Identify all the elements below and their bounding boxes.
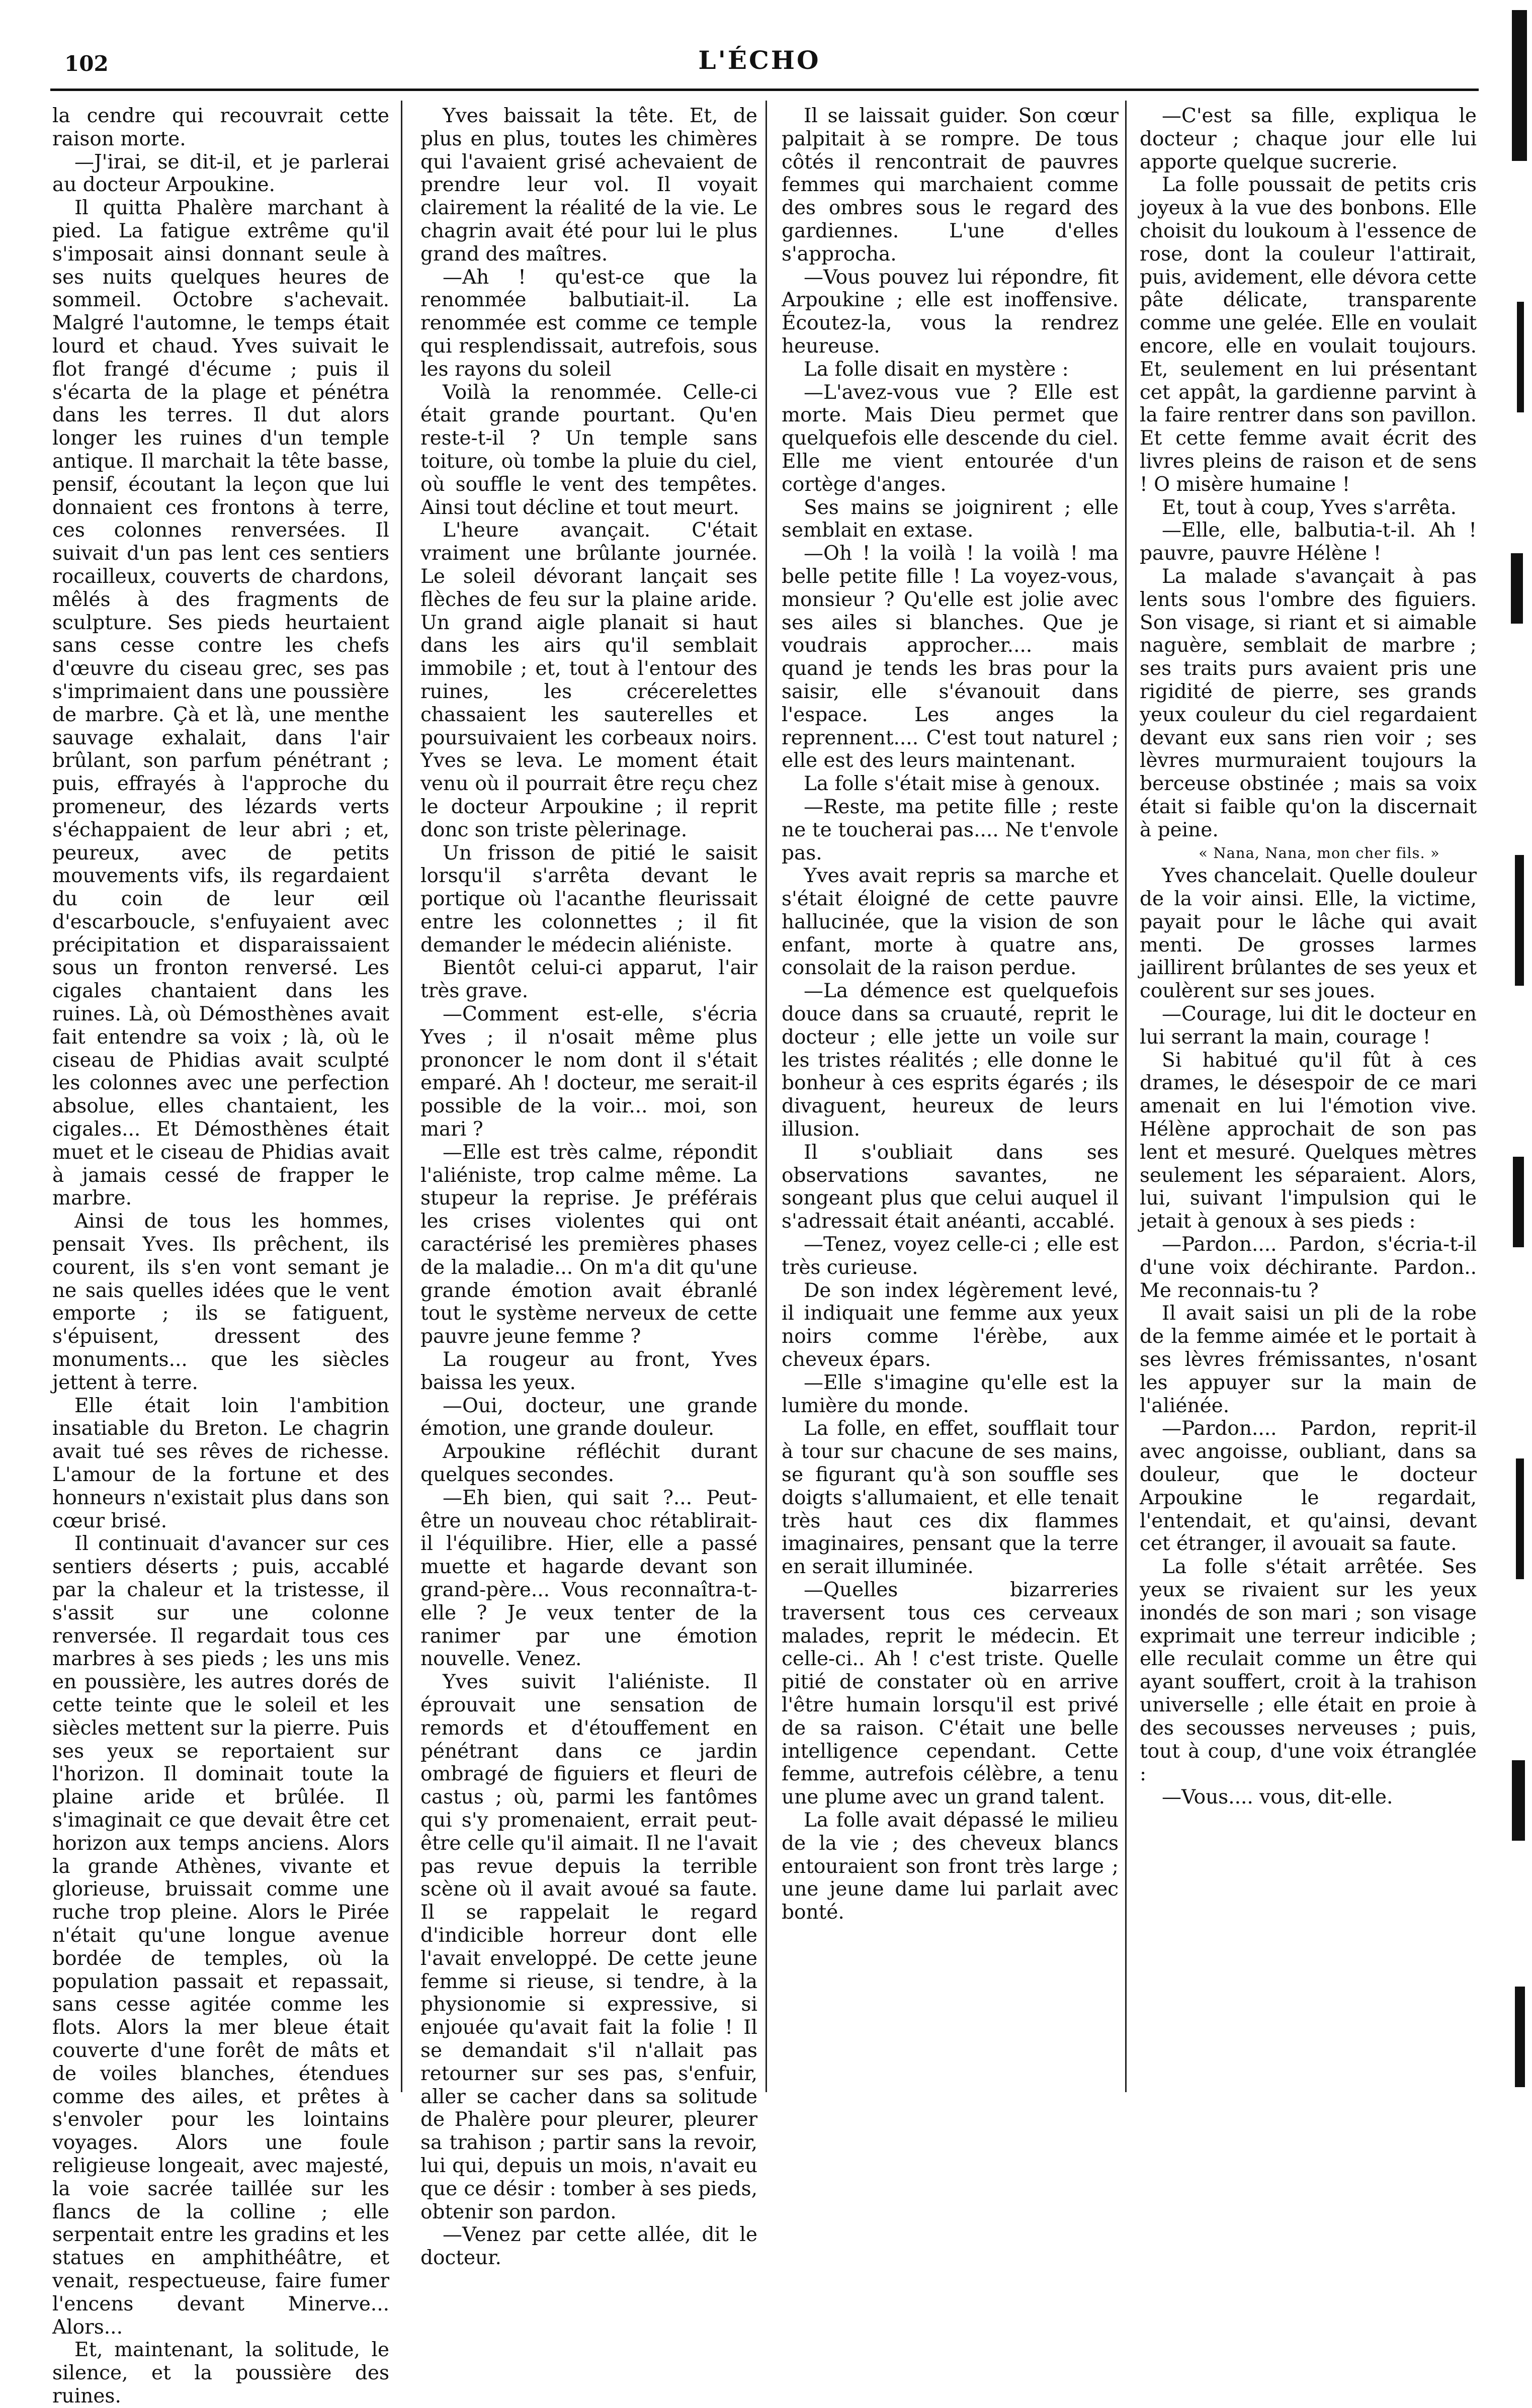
text-column-3	[782, 105, 1119, 1924]
paragraph: Arpoukine réfléchit durant quelques secondes.	[420, 1440, 757, 1487]
paragraph: —L'avez-vous vue ? Elle est morte. Mais Dieu permet que quelquefois elle descende du ciel. Elle me vient entourée d'un cortège d'anges.	[782, 381, 1119, 496]
paragraph: —Pardon.... Pardon, reprit-il avec angoisse, oubliant, dans sa douleur, que le docteur Arpoukine le regardait, l'entendait, et qu'ainsi, devant cet étranger, il avouait sa faute.	[1140, 1417, 1477, 1556]
paragraph: la cendre qui recouvrait cette raison morte.	[52, 105, 389, 150]
paragraph: Voilà la renommée. Celle-ci était grande pourtant. Qu'en reste-t-il ? Un temple sans toiture, où tombe la pluie du ciel, où souffle le vent des tempêtes. Ainsi tout décline et tout meurt.	[420, 381, 757, 519]
paragraph: Ainsi de tous les hommes, pensait Yves. Ils prêchent, ils courent, ils s'en vont semant je ne sais quelles idées que le vent emporte ; ils se fatiguent, s'épuisent, dressent des monuments... que les siècles jettent à terre.	[52, 1210, 389, 1394]
paragraph: —Ah ! qu'est-ce que la renommée balbutiait-il. La renommée est comme ce temple qui resplendissait, autrefois, sous les rayons du soleil	[420, 266, 757, 381]
paragraph: Et, maintenant, la solitude, le silence, et la poussière des ruines.	[52, 2339, 389, 2407]
paragraph: —Oui, docteur, une grande émotion, une grande douleur.	[420, 1394, 757, 1440]
column-divider	[401, 101, 402, 2092]
paragraph: —La démence est quelquefois douce dans sa cruauté, reprit le docteur ; elle jette un voile sur les tristes réalités ; elle donne le bonheur à ces esprits égarés ; ils divaguent, heureux de leurs illusion.	[782, 980, 1119, 1141]
paragraph: Si habitué qu'il fût à ces drames, le désespoir de ce mari amenait en lui l'émotion vive. Hélène approchait de son pas lent et mesuré. Quelques mètres seulement les séparaient. Alors, lui, suivant l'impulsion qui le jetait à genoux à ses pieds :	[1140, 1049, 1477, 1233]
paragraph: La folle avait dépassé le milieu de la vie ; des cheveux blancs entouraient son front très large ; une jeune dame lui parlait avec bonté.	[782, 1809, 1119, 1924]
paragraph: Un frisson de pitié le saisit lorsqu'il s'arrêta devant le portique où l'acanthe fleurissait entre les colonnettes ; il fit demander le médecin aliéniste.	[420, 841, 757, 957]
paragraph: La folle poussait de petits cris joyeux à la vue des bonbons. Elle choisit du loukoum à l'essence de rose, dont la couleur l'attirait, puis, avidement, elle dévora cette pâte délicate, transparente comme une gelée. Elle en voulait encore, elle en voulait toujours. Et, seulement en lui présentant cet appât, la gardienne parvint à la faire rentrer dans son pavillon. Et cette femme avait écrit des livres pleins de raison et de sens ! O misère humaine !	[1140, 174, 1477, 496]
paragraph: —Oh ! la voilà ! la voilà ! ma belle petite fille ! La voyez-vous, monsieur ? Qu'elle est jolie avec ses ailes si blanches. Que je voudrais approcher.... mais quand je tends les bras pour la saisir, elle s'évanouit dans l'espace. Les anges la reprennent.... C'est tout naturel ; elle est des leurs maintenant.	[782, 542, 1119, 772]
paragraph: —Courage, lui dit le docteur en lui serrant la main, courage !	[1140, 1003, 1477, 1049]
column-divider	[765, 101, 767, 2092]
paragraph: —Eh bien, qui sait ?... Peut-être un nouveau choc rétablirait-il l'équilibre. Hier, elle a passé muette et hagarde devant son grand-père... Vous reconnaîtra-t-elle ? Je veux tenter de la ranimer par une émotion nouvelle. Venez.	[420, 1486, 757, 1671]
paragraph: —Quelles bizarreries traversent tous ces cerveaux malades, reprit le médecin. Et celle-ci.. Ah ! c'est triste. Quelle pitié de constater où en arrive l'être humain lorsqu'il est privé de sa raison. C'était une belle intelligence cependant. Cette femme, autrefois célèbre, a tenu une plume avec un grand talent.	[782, 1579, 1119, 1809]
paragraph: —Venez par cette allée, dit le docteur.	[420, 2223, 757, 2270]
page-header	[55, 42, 1464, 77]
paragraph: —C'est sa fille, expliqua le docteur ; chaque jour elle lui apporte quelque sucrerie.	[1140, 105, 1477, 174]
paragraph: Il se laissait guider. Son cœur palpitait à se rompre. De tous côtés il rencontrait de pauvres femmes qui marchaient comme des ombres sous le regard des gardiennes. L'une d'elles s'approcha.	[782, 105, 1119, 266]
paragraph: La rougeur au front, Yves baissa les yeux.	[420, 1348, 757, 1394]
paragraph: La folle, en effet, soufflait tour à tour sur chacune de ses mains, se figurant qu'à son souffle ses doigts s'allumaient, et elle tenait très haut ces dix flammes imaginaires, pensant que la terre en serait illuminée.	[782, 1417, 1119, 1579]
paragraph: Il avait saisi un pli de la robe de la femme aimée et le portait à ses lèvres frémissantes, n'osant les appuyer sur la main de l'aliénée.	[1140, 1302, 1477, 1417]
header-rule	[50, 89, 1479, 91]
paragraph: —J'irai, se dit-il, et je parlerai au docteur Arpoukine.	[52, 150, 389, 197]
paragraph: Il s'oubliait dans ses observations savantes, ne songeant plus que celui auquel il s'adressait était anéanti, accablé.	[782, 1141, 1119, 1233]
text-column-1	[52, 105, 389, 2408]
paragraph: La malade s'avançait à pas lents sous l'ombre des figuiers. Son visage, si riant et si aimable naguère, semblait de marbre ; ses traits purs avaient pris une rigidité de pierre, ses grands yeux couleur du ciel regardaient devant eux sans rien voir ; ses lèvres murmuraient toujours la berceuse obstinée ; mais sa voix était si faible qu'on la discernait à peine.	[1140, 565, 1477, 841]
paragraph: —Elle est très calme, répondit l'aliéniste, trop calme même. La stupeur la reprise. Je préférais les crises violentes qui ont caractérisé les premières phases de la maladie... On m'a dit qu'une grande émotion avait ébranlé tout le système nerveux de cette pauvre jeune femme ?	[420, 1141, 757, 1348]
paragraph: Yves avait repris sa marche et s'était éloigné de cette pauvre hallucinée, que la vision de son enfant, morte à quatre ans, consolait de la raison perdue.	[782, 865, 1119, 980]
column-divider	[1125, 101, 1127, 2092]
paragraph: —Comment est-elle, s'écria Yves ; il n'osait même plus prononcer le nom dont il s'était emparé. Ah ! docteur, me serait-il possible de la voir... moi, son mari ?	[420, 1003, 757, 1141]
paragraph: La folle s'était arrêtée. Ses yeux se rivaient sur les yeux inondés de son mari ; son visage exprimait une terreur indicible ; elle reculait comme un être qui ayant souffert, croit à la trahison universelle ; elle était en proie à des secousses nerveuses ; puis, tout à coup, d'une voix étranglée :	[1140, 1556, 1477, 1786]
text-column-2	[420, 105, 757, 2270]
paragraph: Yves baissait la tête. Et, de plus en plus, toutes les chimères qui l'avaient grisé achevaient de prendre leur vol. Il voyait clairement la réalité de la vie. Le chagrin avait été pour lui le plus grand des maîtres.	[420, 105, 757, 266]
paragraph: Yves chancelait. Quelle douleur de la voir ainsi. Elle, la victime, payait pour le lâche qui avait menti. De grosses larmes jaillirent brûlantes de ses yeux et coulèrent sur ses joues.	[1140, 865, 1477, 1003]
paragraph: Il quitta Phalère marchant à pied. La fatigue extrême qu'il s'imposait ainsi donnant seule à ses nuits quelques heures de sommeil. Octobre s'achevait. Malgré l'automne, le temps était lourd et chaud. Yves suivait le flot frangé d'écume ; puis il s'écarta de la plage et pénétra dans les terres. Il dut alors longer les ruines d'un temple antique. Il marchait la tête basse, pensif, écoutant la leçon que lui donnaient ces frontons à terre, ces colonnes renversées. Il suivait d'un pas lent ces sentiers rocailleux, couverts de chardons, mêlés à des fragments de sculpture. Ses pieds heurtaient sans cesse contre les chefs d'œuvre du ciseau grec, ses pas s'imprimaient dans une poussière de marbre. Çà et là, une menthe sauvage exhalait, dans l'air brûlant, son parfum pénétrant ; puis, effrayés à l'approche du promeneur, des lézards verts s'échappaient de leur abri ; et, peureux, avec de petits mouvements vifs, ils regardaient du coin de leur œil d'escarboucle, s'enfuyaient avec précipitation et disparaissaient sous un fronton renversé. Les cigales chantaient dans les ruines. Là, où Démosthènes avait fait entendre sa voix ; là, où le ciseau de Phidias avait sculpté les colonnes avec une perfection absolue, elles chantaient, les cigales... Et Démosthènes était muet et le ciseau de Phidias avait à jamais cessé de frapper le marbre.	[52, 197, 389, 1210]
paragraph: Yves suivit l'aliéniste. Il éprouvait une sensation de remords et d'étouffement en pénétrant dans ce jardin ombragé de figuiers et fleuri de castus ; où, parmi les fantômes qui s'y promenaient, errait peut-être celle qu'il aimait. Il ne l'avait pas revue depuis la terrible scène où il avait avoué sa faute. Il se rappelait le regard d'indicible horreur dont elle l'avait enveloppé. De cette jeune femme si rieuse, si tendre, à la physionomie si expressive, si enjouée qu'avait fait la folie ! Il se demandait s'il n'allait pas retourner sur ses pas, s'enfuir, aller se cacher dans sa solitude de Phalère pour pleurer, pleurer sa trahison ; partir sans la revoir, lui qui, depuis un mois, n'avait eu que ce désir : tomber à ses pieds, obtenir son pardon.	[420, 1671, 757, 2223]
paragraph: —Pardon.... Pardon, s'écria-t-il d'une voix déchirante. Pardon.. Me reconnais-tu ?	[1140, 1233, 1477, 1302]
paragraph: Il continuait d'avancer sur ces sentiers déserts ; puis, accablé par la chaleur et la tristesse, il s'assit sur une colonne renversée. Il regardait tous ces marbres à ses pieds ; les uns mis en poussière, les autres dorés de cette teinte que le soleil et les siècles mettent sur la pierre. Puis ses yeux se reportaient sur l'horizon. Il dominait toute la plaine aride et brûlée. Il s'imaginait ce que devait être cet horizon aux temps anciens. Alors la grande Athènes, vivante et glorieuse, bruissait comme une ruche trop pleine. Alors le Pirée n'était qu'une longue avenue bordée de temples, où la population passait et repassait, sans cesse agitée comme les flots. Alors la mer bleue était couverte d'une forêt de mâts et de voiles blanches, étendues comme des ailes, et prêtes à s'envoler pour les lointains voyages. Alors une foule religieuse longeait, avec majesté, la voie sacrée taillée sur les flancs de la colline ; elle serpentait entre les gradins et les statues en amphithéâtre, et venait, respectueuse, faire fumer l'encens devant Minerve... Alors...	[52, 1532, 389, 2339]
page-number: 102	[64, 51, 109, 76]
paragraph: L'heure avançait. C'était vraiment une brûlante journée. Le soleil dévorant lançait ses flèches de feu sur la plaine aride. Un grand aigle planait si haut dans les airs qu'il semblait immobile ; et, tout à l'entour des ruines, les crécerelettes chassaient les sauterelles et poursuivaient les corbeaux noirs. Yves se leva. Le moment était venu où il pourrait être reçu chez le docteur Arpoukine ; il reprit donc son triste pèlerinage.	[420, 519, 757, 841]
paragraph: Elle était loin l'ambition insatiable du Breton. Le chagrin avait tué ses rêves de richesse. L'amour de la fortune et des honneurs n'existait plus dans son cœur brisé.	[52, 1394, 389, 1532]
paragraph: —Reste, ma petite fille ; reste ne te toucherai pas.... Ne t'envole pas.	[782, 795, 1119, 865]
paragraph: —Vous.... vous, dit-elle.	[1162, 1786, 1393, 1809]
scan-edge-noise	[1508, 0, 1532, 2132]
paragraph: La folle disait en mystère :	[804, 358, 1069, 381]
paragraph: La folle s'était mise à genoux.	[804, 772, 1100, 796]
paragraph: Bientôt celui-ci apparut, l'air très grave.	[420, 957, 757, 1003]
paragraph: —Elle s'imagine qu'elle est la lumière du monde.	[782, 1371, 1119, 1417]
paragraph: Ses mains se joignirent ; elle semblait en extase.	[782, 496, 1119, 542]
paragraph: —Tenez, voyez celle-ci ; elle est très curieuse.	[782, 1233, 1119, 1279]
journal-title: L'ÉCHO	[698, 45, 821, 75]
paragraph: —Elle, elle, balbutia-t-il. Ah ! pauvre, pauvre Hélène !	[1140, 519, 1477, 565]
paragraph: Et, tout à coup, Yves s'arrêta.	[1162, 496, 1457, 519]
paragraph: —Vous pouvez lui répondre, fit Arpoukine ; elle est inoffensive. Écoutez-la, vous la rendrez heureuse.	[782, 266, 1119, 358]
text-column-4	[1140, 105, 1477, 1809]
paragraph: De son index légèrement levé, il indiquait une femme aux yeux noirs comme l'érèbe, aux cheveux épars.	[782, 1279, 1119, 1371]
song-quote: « Nana, Nana, mon cher fils. »	[1199, 844, 1440, 862]
